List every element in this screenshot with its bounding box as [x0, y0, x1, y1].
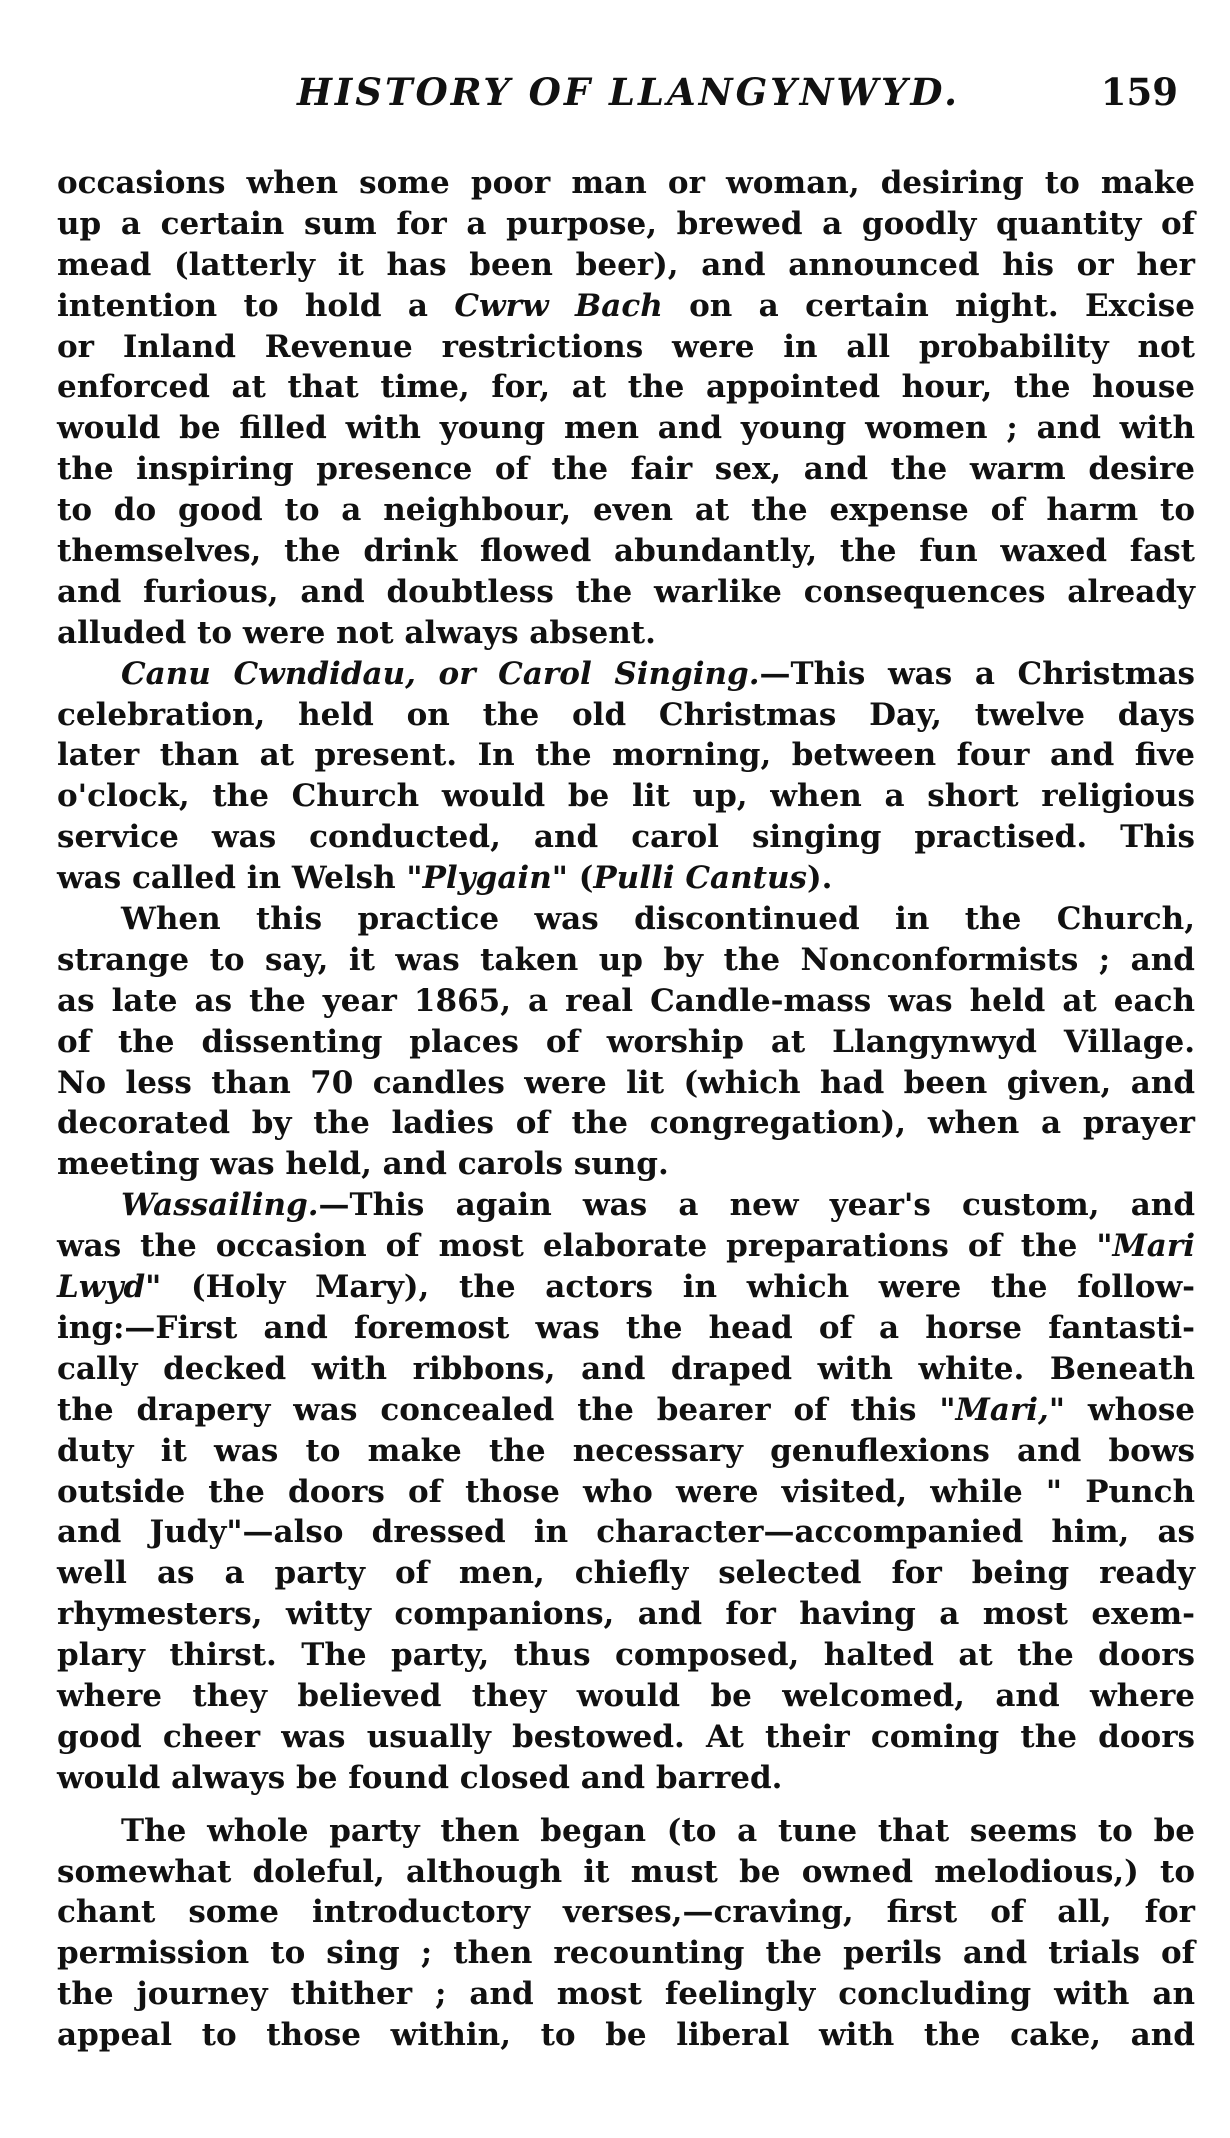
text-run: where they believed they would be welcomed, and where [57, 1677, 1195, 1714]
text-run: " whose [1048, 1391, 1195, 1428]
text-run: or Inland Revenue restrictions were in all probability not [57, 328, 1195, 365]
text-line [57, 1676, 1195, 1717]
text-line [57, 1063, 1195, 1104]
text-run: plary thirst. The party, thus composed, halted at the doors [57, 1637, 1195, 1674]
text-line [57, 1717, 1195, 1758]
welsh-term-lwyd: Lwyd [57, 1269, 146, 1306]
text-line [57, 572, 1195, 613]
text-line [57, 735, 1195, 776]
section-heading-carol-singing: Canu Cwndidau, or Carol Singing. [121, 655, 760, 692]
text-run: No less than 70 candles were lit (which had been given, and [57, 1064, 1195, 1101]
text-line [57, 1974, 1195, 2015]
paragraph-gap [57, 1799, 1195, 1811]
text-line [57, 1144, 1195, 1185]
text-run: —This was a Christmas [759, 655, 1195, 692]
text-line [57, 490, 1195, 531]
text-line [57, 1185, 1195, 1226]
text-run: service was conducted, and carol singing practised. This [57, 819, 1195, 856]
text-line [57, 1758, 1195, 1799]
welsh-term-plygain: Plygain [422, 860, 552, 897]
text-line [57, 1553, 1195, 1594]
text-run: celebration, held on the old Christmas Day, twelve days [57, 696, 1195, 733]
text-run: occasions when some poor man or woman, desiring to make [57, 165, 1195, 201]
text-run: rhymesters, witty companions, and for having a most exem- [57, 1596, 1195, 1633]
text-line [57, 981, 1195, 1022]
text-run: outside the doors of those who were visited, while " Punch [57, 1473, 1195, 1510]
latin-term-pulli-cantus: Pulli Cantus [593, 860, 807, 897]
text-run: somewhat doleful, although it must be owned melodious,) to [57, 1853, 1195, 1890]
text-line [57, 1226, 1195, 1267]
text-line [57, 1892, 1195, 1933]
text-run: themselves, the drink flowed abundantly, the fun waxed fast [57, 533, 1195, 570]
text-run: enforced at that time, for, at the appointed hour, the house [57, 369, 1195, 406]
text-line [57, 776, 1195, 817]
text-line [57, 2015, 1195, 2056]
text-run: ). [806, 860, 833, 897]
text-line [57, 899, 1195, 940]
text-line [57, 1267, 1195, 1308]
text-run: good cheer was usually bestowed. At their coming the doors [57, 1718, 1195, 1755]
text-line [57, 1635, 1195, 1676]
text-line [57, 695, 1195, 736]
text-run: o'clock, the Church would be lit up, when a short religious [57, 778, 1195, 815]
text-line [57, 1811, 1195, 1852]
text-line [57, 286, 1195, 327]
text-run: would always be found closed and barred. [57, 1759, 783, 1796]
text-line [57, 163, 1195, 204]
text-run: the drapery was concealed the bearer of this " [57, 1391, 956, 1428]
text-run: would be filled with young men and young women ; and with [57, 410, 1195, 447]
text-line [57, 408, 1195, 449]
text-run: ing:—First and foremost was the head of a horse fantasti- [57, 1309, 1195, 1346]
text-run: was called in Welsh " [57, 860, 423, 897]
text-run: and Judy"—also dressed in character—accompanied him, as [57, 1514, 1195, 1551]
text-line [57, 1512, 1195, 1553]
welsh-term-mari: Mari [1112, 1228, 1195, 1265]
text-line [57, 449, 1195, 490]
text-run: intention to hold a [57, 287, 455, 324]
text-line [57, 245, 1195, 286]
text-line [57, 1308, 1195, 1349]
text-line [57, 1103, 1195, 1144]
text-line [57, 367, 1195, 408]
section-heading-wassailing: Wassailing. [121, 1187, 319, 1224]
text-run: cally decked with ribbons, and draped with white. Beneath [57, 1350, 1195, 1387]
text-line [57, 1852, 1195, 1893]
text-run: " ( [551, 860, 594, 897]
text-run: decorated by the ladies of the congregation), when a prayer [57, 1105, 1195, 1142]
text-run: of the dissenting places of worship at Llangynwyd Village. [57, 1023, 1195, 1060]
text-run: chant some introductory verses,—craving, first of all, for [57, 1894, 1195, 1931]
text-line [57, 1431, 1195, 1472]
page-number: 159 [1100, 70, 1178, 114]
text-run: " (Holy Mary), the actors in which were the follow- [145, 1269, 1195, 1306]
page-header [57, 70, 1200, 130]
body-text [57, 163, 1195, 2056]
text-line [57, 940, 1195, 981]
text-run: meeting was held, and carols sung. [57, 1146, 669, 1183]
welsh-term-mari: Mari, [955, 1391, 1049, 1428]
text-run: The whole party then began (to a tune that seems to be [121, 1812, 1195, 1849]
text-run: and furious, and doubtless the warlike consequences already [57, 573, 1195, 610]
text-line [57, 654, 1195, 695]
text-line [57, 858, 1195, 899]
text-line [57, 1933, 1195, 1974]
text-run: appeal to those within, to be liberal with the cake, and [57, 2017, 1195, 2054]
text-line [57, 1349, 1195, 1390]
welsh-term-cwrw-bach: Cwrw Bach [454, 287, 663, 324]
text-run: later than at present. In the morning, between four and five [57, 737, 1195, 774]
text-run: the inspiring presence of the fair sex, and the warm desire [57, 451, 1195, 488]
text-run: up a certain sum for a purpose, brewed a goodly quantity of [57, 205, 1195, 242]
text-line [57, 1472, 1195, 1513]
text-run: duty it was to make the necessary genuflexions and bows [57, 1432, 1195, 1469]
text-run: on a certain night. Excise [662, 287, 1195, 324]
text-line [57, 327, 1195, 368]
text-run: —This again was a new year's custom, and [318, 1187, 1195, 1224]
text-line [57, 817, 1195, 858]
text-run: strange to say, it was taken up by the Nonconformists ; and [57, 941, 1195, 978]
text-line [57, 204, 1195, 245]
text-line [57, 1594, 1195, 1635]
text-line [57, 1022, 1195, 1063]
text-line [57, 613, 1195, 654]
text-run: was the occasion of most elaborate preparations of the " [57, 1228, 1113, 1265]
text-run: permission to sing ; then recounting the perils and trials of [57, 1935, 1195, 1972]
text-line [57, 531, 1195, 572]
text-run: well as a party of men, chiefly selected for being ready [57, 1555, 1195, 1592]
text-run: as late as the year 1865, a real Candle-mass was held at each [57, 982, 1195, 1019]
text-run: alluded to were not always absent. [57, 614, 656, 651]
text-line [57, 1390, 1195, 1431]
text-run: mead (latterly it has been beer), and announced his or her [57, 246, 1195, 283]
text-run: When this practice was discontinued in the Church, [121, 901, 1195, 938]
text-run: to do good to a neighbour, even at the expense of harm to [57, 492, 1195, 529]
text-run: the journey thither ; and most feelingly concluding with an [57, 1976, 1195, 2013]
running-title: HISTORY OF LLANGYNWYD. [296, 70, 961, 114]
